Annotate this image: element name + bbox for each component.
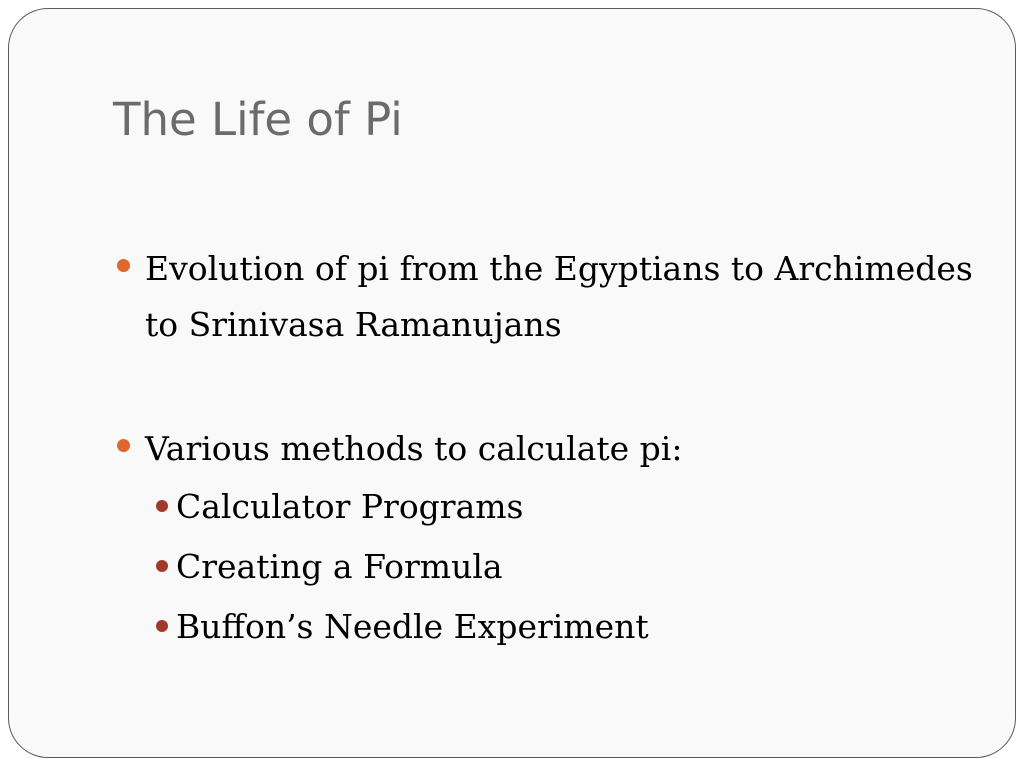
sub-bullet-item (114, 537, 984, 597)
slide (8, 8, 1016, 758)
bullet-item (114, 421, 984, 477)
sub-bullet-text: Creating a Formula (176, 547, 503, 586)
slide-title: The Life of Pi (113, 93, 403, 146)
slide-body (114, 241, 984, 657)
bullet-dot-icon (117, 259, 130, 272)
sub-bullet-dot-icon (156, 560, 168, 572)
sub-bullet-text: Buffon’s Needle Experiment (176, 607, 649, 646)
bullet-item (114, 241, 984, 353)
sub-bullet-dot-icon (156, 500, 168, 512)
sub-bullet-item (114, 597, 984, 657)
sub-bullet-item (114, 477, 984, 537)
bullet-dot-icon (117, 439, 130, 452)
bullet-text: Various methods to calculate pi: (145, 429, 683, 468)
bullet-text: Evolution of pi from the Egyptians to Archimedes to Srinivasa Ramanujans (145, 249, 973, 344)
sub-bullet-dot-icon (156, 620, 168, 632)
sub-bullet-text: Calculator Programs (176, 487, 524, 526)
spacer (114, 353, 984, 421)
